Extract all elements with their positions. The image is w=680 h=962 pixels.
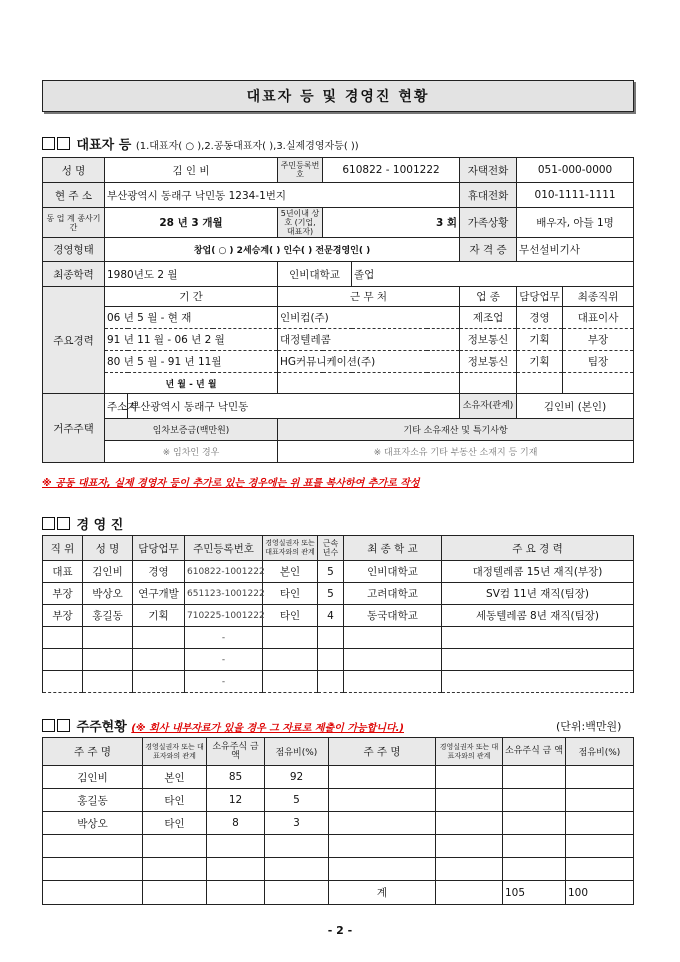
exec-header-name: 성 명: [83, 536, 133, 561]
holder-cell: 홍길동: [43, 789, 143, 812]
career-header-position: 최종직위: [563, 287, 634, 307]
holder-row: [43, 858, 634, 881]
exec-row: [43, 649, 634, 671]
holder-cell: [503, 812, 566, 835]
rep-mgmt-type: 창업( ○ ) 2세승계( ) 인수( ) 전문경영인( ): [105, 238, 460, 262]
holder-cell: [265, 881, 329, 905]
holder-row: [43, 789, 634, 812]
rep-table: [42, 157, 634, 463]
other-assets-hint: ※ 대표자소유 기타 부동산 소재지 등 기재: [278, 441, 634, 463]
rep-recent-count: 3 회: [323, 208, 460, 238]
label-period: 동 업 계 종사기간: [43, 208, 105, 238]
holder-cell: [329, 766, 436, 789]
career-company: 대정텔레콤: [278, 329, 460, 351]
holder-header-name: 주 주 명: [329, 738, 436, 766]
holder-cell: [143, 835, 207, 858]
holder-cell: [436, 881, 503, 905]
career-header-duty: 담당업무: [517, 287, 563, 307]
exec-row: [43, 561, 634, 583]
label-res-addr: 주소지: [105, 394, 128, 419]
exec-cell: [263, 671, 318, 693]
page-title: 대표자 등 및 경영진 현황: [42, 80, 634, 112]
rep-edu-status: 졸업: [352, 262, 634, 287]
exec-header-id: 주민등록번호: [185, 536, 263, 561]
exec-cell: 610822-1001222: [185, 561, 263, 583]
exec-table: [42, 535, 634, 693]
exec-header-school: 최 종 학 교: [344, 536, 442, 561]
holder-cell: [143, 858, 207, 881]
holder-total-row: [43, 881, 634, 905]
checkbox-square-icon: [57, 137, 70, 150]
exec-cell: 홍길동: [83, 605, 133, 627]
exec-cell: [344, 627, 442, 649]
exec-cell: 4: [318, 605, 344, 627]
exec-cell: 기획: [133, 605, 185, 627]
holder-cell: [207, 835, 265, 858]
rep-mobile: 010-1111-1111: [517, 183, 634, 208]
exec-cell: [43, 671, 83, 693]
rep-name: 김 인 비: [105, 158, 278, 183]
holder-cell: 8: [207, 812, 265, 835]
career-company: HG커뮤니케이션(주): [278, 351, 460, 373]
career-period: 91 년 11 월 - 06 년 2 월: [105, 329, 278, 351]
label-residence: 거주주택: [43, 394, 105, 463]
career-duty: [517, 373, 563, 394]
exec-cell: 김인비: [83, 561, 133, 583]
exec-cell: [43, 649, 83, 671]
career-duty: 기획: [517, 351, 563, 373]
exec-cell: 연구개발: [133, 583, 185, 605]
holder-cell: [436, 812, 503, 835]
label-home-phone: 자택전화: [460, 158, 517, 183]
exec-cell: [344, 671, 442, 693]
holder-cell: [265, 858, 329, 881]
rep-home-phone: 051-000-0000: [517, 158, 634, 183]
holder-cell: 본인: [143, 766, 207, 789]
exec-cell: -: [185, 627, 263, 649]
exec-cell: [263, 627, 318, 649]
rep-cert: 무선설비기사: [517, 238, 634, 262]
holder-cell: 85: [207, 766, 265, 789]
holder-row: [43, 812, 634, 835]
holder-cell: [329, 789, 436, 812]
holder-cell: [329, 858, 436, 881]
rep-edu-date: 1980년도 2 월: [105, 262, 278, 287]
holder-cell: [143, 881, 207, 905]
holders-note: (※ 회사 내부자료가 있을 경우 그 자료로 제출이 가능합니다.): [131, 723, 404, 734]
holder-row: [43, 766, 634, 789]
holder-cell: [566, 812, 634, 835]
career-industry: 정보통신: [460, 329, 517, 351]
label-deposit: 임차보증금(백만원): [105, 419, 278, 441]
holder-header-amount: 소유주식 금 액: [503, 738, 566, 766]
holder-header-name: 주 주 명: [43, 738, 143, 766]
exec-header-duty: 담당업무: [133, 536, 185, 561]
holder-cell: 12: [207, 789, 265, 812]
label-mgmt-type: 경영형태: [43, 238, 105, 262]
res-owner: 김인비 (본인): [517, 394, 634, 419]
holder-cell: [503, 766, 566, 789]
rep-address: 부산광역시 동래구 낙민동 1234-1번지: [105, 183, 460, 208]
holder-cell: 김인비: [43, 766, 143, 789]
career-duty: 기획: [517, 329, 563, 351]
exec-cell: 동국대학교: [344, 605, 442, 627]
holder-cell: [503, 858, 566, 881]
holder-total-amount: 105: [503, 881, 566, 905]
exec-cell: [318, 627, 344, 649]
holder-cell: [503, 789, 566, 812]
exec-header-position: 직 위: [43, 536, 83, 561]
exec-cell: 타인: [263, 605, 318, 627]
holder-header-relation: 경영실권자 또는 대표자와의 관계: [436, 738, 503, 766]
checkbox-square-icon: [42, 517, 55, 530]
exec-cell: 710225-1001222: [185, 605, 263, 627]
exec-cell: 세동텔레콤 8년 재직(팀장): [442, 605, 634, 627]
holder-cell: [329, 835, 436, 858]
label-cert: 자 격 증: [460, 238, 517, 262]
rep-id: 610822 - 1001222: [323, 158, 460, 183]
holder-cell: 5: [265, 789, 329, 812]
career-position: 대표이사: [563, 307, 634, 329]
career-position: 팀장: [563, 351, 634, 373]
label-id: 주민등록번호: [278, 158, 323, 183]
exec-cell: 본인: [263, 561, 318, 583]
copy-note: ※ 공동 대표자, 실제 경영자 등이 추가로 있는 경우에는 위 표를 복사하여 추가로 작성: [42, 478, 420, 489]
exec-cell: 부장: [43, 605, 83, 627]
holders-table: [42, 737, 634, 905]
section-title: 대표자 등: [76, 138, 132, 153]
holder-cell: [43, 881, 143, 905]
holder-header-relation: 경영실권자 또는 대표자와의 관계: [143, 738, 207, 766]
unit-label: (단위:백만원): [556, 720, 622, 733]
exec-cell: 타인: [263, 583, 318, 605]
exec-row: [43, 605, 634, 627]
holder-cell: 박상오: [43, 812, 143, 835]
exec-row: [43, 627, 634, 649]
rep-edu-school: 인비대학교: [278, 262, 352, 287]
label-family: 가족상황: [460, 208, 517, 238]
checkbox-square-icon: [42, 719, 55, 732]
holder-cell: [436, 835, 503, 858]
holder-cell: 타인: [143, 789, 207, 812]
rep-type-options: (1.대표자( ○ ),2.공동대표자( ),3.실제경영자등( )): [135, 141, 359, 152]
exec-cell: [83, 627, 133, 649]
exec-cell: [442, 649, 634, 671]
holder-row: [43, 835, 634, 858]
holder-cell: [207, 858, 265, 881]
exec-row: [43, 671, 634, 693]
career-company: [278, 373, 460, 394]
exec-cell: [263, 649, 318, 671]
holder-cell: [566, 766, 634, 789]
holder-cell: [43, 858, 143, 881]
holder-cell: [566, 858, 634, 881]
career-position: 부장: [563, 329, 634, 351]
section-holders-heading: [42, 716, 404, 735]
career-industry: 제조업: [460, 307, 517, 329]
section-title: 경 영 진: [76, 518, 124, 533]
holder-cell: [566, 835, 634, 858]
holder-header-ratio: 점유비(%): [566, 738, 634, 766]
label-edu: 최종학력: [43, 262, 105, 287]
exec-cell: -: [185, 649, 263, 671]
exec-cell: SV컴 11년 재직(팀장): [442, 583, 634, 605]
holder-cell: 타인: [143, 812, 207, 835]
exec-cell: 5: [318, 583, 344, 605]
exec-cell: [133, 649, 185, 671]
checkbox-square-icon: [57, 517, 70, 530]
holder-header-amount: 소유주식 금 액: [207, 738, 265, 766]
exec-cell: [442, 627, 634, 649]
career-position: [563, 373, 634, 394]
holder-cell: [503, 835, 566, 858]
section-exec-heading: [42, 514, 123, 533]
holder-cell: [207, 881, 265, 905]
holder-header-ratio: 점유비(%): [265, 738, 329, 766]
exec-cell: [344, 649, 442, 671]
holder-total-label: 계: [329, 881, 436, 905]
holder-cell: [436, 789, 503, 812]
exec-cell: [43, 627, 83, 649]
label-recent: 5년이내 상호 (기업, 대표자): [278, 208, 323, 238]
exec-header-career: 주 요 경 력: [442, 536, 634, 561]
section-title: 주주현황: [76, 720, 127, 735]
career-industry: 정보통신: [460, 351, 517, 373]
holder-cell: [436, 766, 503, 789]
exec-cell: [133, 627, 185, 649]
exec-cell: 651123-1001222: [185, 583, 263, 605]
label-career: 주요경력: [43, 287, 105, 394]
exec-cell: 대표: [43, 561, 83, 583]
career-company: 인비컴(주): [278, 307, 460, 329]
holder-cell: [43, 835, 143, 858]
career-duty: 경영: [517, 307, 563, 329]
career-period: 06 년 5 월 - 현 재: [105, 307, 278, 329]
career-header-industry: 업 종: [460, 287, 517, 307]
exec-cell: 인비대학교: [344, 561, 442, 583]
label-other-assets: 기타 소유재산 및 특기사항: [278, 419, 634, 441]
holder-total-ratio: 100: [566, 881, 634, 905]
holder-cell: [566, 789, 634, 812]
exec-header-years: 근속 년수: [318, 536, 344, 561]
page-number: - 2 -: [327, 924, 353, 937]
exec-cell: 박상오: [83, 583, 133, 605]
label-address: 현 주 소: [43, 183, 105, 208]
rep-period: 28 년 3 개월: [105, 208, 278, 238]
exec-cell: 고려대학교: [344, 583, 442, 605]
res-address: 부산광역시 동래구 낙민동: [128, 394, 460, 419]
exec-cell: [318, 671, 344, 693]
deposit-hint: ※ 임차인 경우: [105, 441, 278, 463]
holder-cell: [436, 858, 503, 881]
label-mobile: 휴대전화: [460, 183, 517, 208]
rep-family: 배우자, 아들 1명: [517, 208, 634, 238]
career-industry: [460, 373, 517, 394]
exec-cell: [83, 649, 133, 671]
exec-cell: 5: [318, 561, 344, 583]
exec-cell: [318, 649, 344, 671]
label-name: 성 명: [43, 158, 105, 183]
exec-cell: [133, 671, 185, 693]
exec-cell: [83, 671, 133, 693]
career-period: 년 월 - 년 월: [105, 373, 278, 394]
holder-cell: [329, 812, 436, 835]
exec-cell: 경영: [133, 561, 185, 583]
career-period: 80 년 5 월 - 91 년 11월: [105, 351, 278, 373]
checkbox-square-icon: [42, 137, 55, 150]
label-owner: 소유자(관계): [460, 394, 517, 419]
section-rep-heading: [42, 134, 359, 153]
checkbox-square-icon: [57, 719, 70, 732]
exec-row: [43, 583, 634, 605]
exec-cell: -: [185, 671, 263, 693]
exec-header-relation: 경영실권자 또는 대표자와의 관계: [263, 536, 318, 561]
exec-cell: [442, 671, 634, 693]
career-header-company: 근 무 처: [278, 287, 460, 307]
holder-cell: 92: [265, 766, 329, 789]
holder-cell: 3: [265, 812, 329, 835]
exec-cell: 부장: [43, 583, 83, 605]
exec-cell: 대정텔레콤 15년 재직(부장): [442, 561, 634, 583]
career-header-period: 기 간: [105, 287, 278, 307]
holder-cell: [265, 835, 329, 858]
